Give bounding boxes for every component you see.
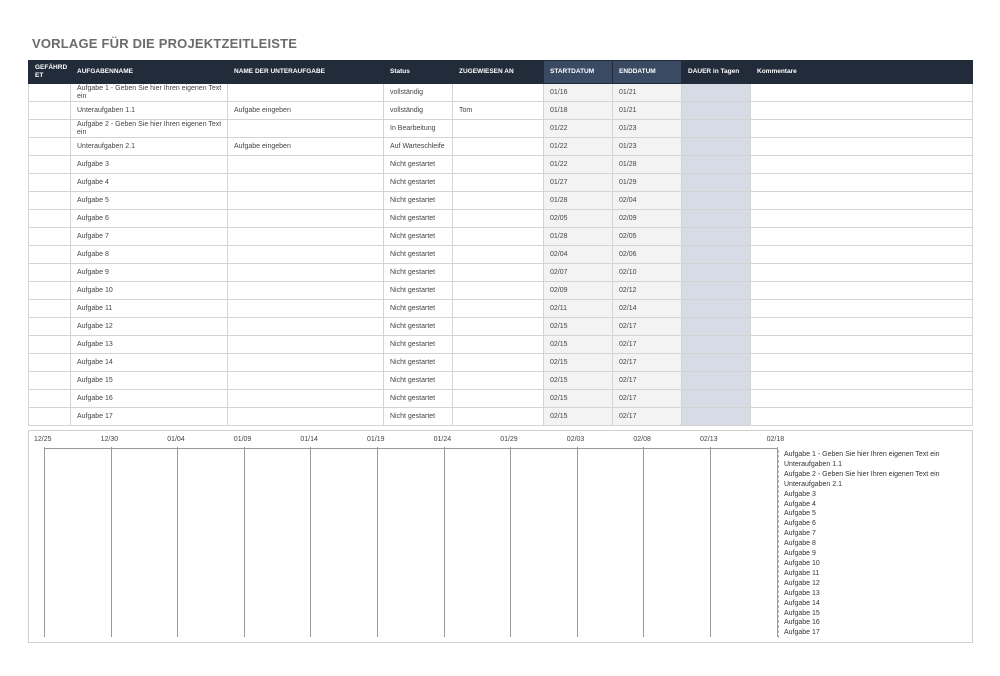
assigned-cell[interactable]: [453, 192, 544, 210]
timeline-gridline: [111, 447, 112, 637]
duration-cell[interactable]: [682, 246, 751, 264]
task-name-cell[interactable]: Unteraufgaben 2.1: [71, 138, 228, 156]
status-cell[interactable]: vollständig: [384, 102, 453, 120]
subtask-name-cell[interactable]: [228, 210, 384, 228]
legend-item: Aufgabe 9: [784, 550, 816, 558]
status-cell[interactable]: Nicht gestartet: [384, 282, 453, 300]
subtask-name-cell[interactable]: [228, 390, 384, 408]
assigned-cell[interactable]: [453, 300, 544, 318]
table-row: [29, 246, 973, 264]
end-date-cell[interactable]: 01/29: [613, 174, 682, 192]
comment-cell[interactable]: [751, 264, 973, 282]
table-row: [29, 264, 973, 282]
task-name-cell[interactable]: Aufgabe 12: [71, 318, 228, 336]
timeline-gridline: [177, 447, 178, 637]
risk-cell[interactable]: [29, 372, 71, 390]
legend-item: Aufgabe 7: [784, 530, 816, 538]
start-date-cell[interactable]: 02/15: [544, 354, 613, 372]
timeline-gridline: [377, 447, 378, 637]
status-cell[interactable]: Nicht gestartet: [384, 336, 453, 354]
assigned-cell[interactable]: [453, 174, 544, 192]
subtask-name-cell[interactable]: Aufgabe eingeben: [228, 102, 384, 120]
assigned-cell[interactable]: [453, 264, 544, 282]
subtask-name-cell[interactable]: [228, 228, 384, 246]
start-date-cell[interactable]: 01/22: [544, 120, 613, 138]
timeline-tick-label: 02/08: [633, 436, 651, 443]
table-row: [29, 336, 973, 354]
risk-cell[interactable]: [29, 210, 71, 228]
subtask-name-cell[interactable]: [228, 318, 384, 336]
task-name-cell[interactable]: Aufgabe 1 - Geben Sie hier Ihren eigenen Text ein: [71, 84, 228, 102]
start-date-cell[interactable]: 02/15: [544, 372, 613, 390]
timeline-gridline: [510, 447, 511, 637]
start-date-cell[interactable]: 01/16: [544, 84, 613, 102]
header-comments[interactable]: Kommentare: [751, 61, 973, 84]
status-cell[interactable]: Nicht gestartet: [384, 156, 453, 174]
timeline-legend: [778, 450, 974, 638]
table-header-row: [29, 61, 973, 84]
duration-cell[interactable]: [682, 228, 751, 246]
assigned-cell[interactable]: [453, 408, 544, 426]
risk-cell[interactable]: [29, 408, 71, 426]
status-cell[interactable]: Nicht gestartet: [384, 192, 453, 210]
timeline-gridline: [643, 447, 644, 637]
assigned-cell[interactable]: [453, 210, 544, 228]
comment-cell[interactable]: [751, 282, 973, 300]
risk-cell[interactable]: [29, 354, 71, 372]
legend-item: Aufgabe 16: [784, 619, 820, 627]
comment-cell[interactable]: [751, 300, 973, 318]
task-name-cell[interactable]: Aufgabe 10: [71, 282, 228, 300]
header-subtask-name[interactable]: NAME DER UNTERAUFGABE: [228, 61, 384, 84]
comment-cell[interactable]: [751, 318, 973, 336]
duration-cell[interactable]: [682, 210, 751, 228]
risk-cell[interactable]: [29, 390, 71, 408]
status-cell[interactable]: Nicht gestartet: [384, 354, 453, 372]
assigned-cell[interactable]: [453, 282, 544, 300]
subtask-name-cell[interactable]: [228, 120, 384, 138]
comment-cell[interactable]: [751, 408, 973, 426]
duration-cell[interactable]: [682, 174, 751, 192]
timeline-tick-label: 01/09: [233, 436, 252, 443]
end-date-cell[interactable]: 02/17: [613, 354, 682, 372]
risk-cell[interactable]: [29, 192, 71, 210]
end-date-cell[interactable]: 02/17: [613, 318, 682, 336]
end-date-cell[interactable]: 02/12: [613, 282, 682, 300]
comment-cell[interactable]: [751, 354, 973, 372]
task-name-cell[interactable]: Aufgabe 13: [71, 336, 228, 354]
subtask-name-cell[interactable]: [228, 84, 384, 102]
assigned-cell[interactable]: [453, 390, 544, 408]
duration-cell[interactable]: [682, 318, 751, 336]
legend-item: Aufgabe 13: [784, 589, 820, 597]
risk-cell[interactable]: [29, 336, 71, 354]
task-name-cell[interactable]: Aufgabe 8: [71, 246, 228, 264]
status-cell[interactable]: Nicht gestartet: [384, 210, 453, 228]
legend-item: Aufgabe 3: [784, 490, 816, 498]
table-row: [29, 210, 973, 228]
header-end-date[interactable]: ENDDATUM: [613, 61, 682, 84]
end-date-cell[interactable]: 01/23: [613, 138, 682, 156]
assigned-cell[interactable]: [453, 228, 544, 246]
subtask-name-cell[interactable]: [228, 192, 384, 210]
risk-cell[interactable]: [29, 282, 71, 300]
comment-cell[interactable]: [751, 102, 973, 120]
legend-item: Unteraufgaben 2.1: [784, 480, 842, 488]
status-cell[interactable]: Nicht gestartet: [384, 300, 453, 318]
table-row: [29, 192, 973, 210]
subtask-name-cell[interactable]: [228, 354, 384, 372]
table-row: [29, 174, 973, 192]
table-row: [29, 372, 973, 390]
start-date-cell[interactable]: 01/28: [544, 192, 613, 210]
table-row: [29, 84, 973, 102]
status-cell[interactable]: Nicht gestartet: [384, 174, 453, 192]
task-name-cell[interactable]: Aufgabe 9: [71, 264, 228, 282]
assigned-cell[interactable]: [453, 336, 544, 354]
assigned-cell[interactable]: [453, 246, 544, 264]
status-cell[interactable]: Auf Warteschleife: [384, 138, 453, 156]
start-date-cell[interactable]: 02/04: [544, 246, 613, 264]
start-date-cell[interactable]: 01/22: [544, 156, 613, 174]
end-date-cell[interactable]: 02/05: [613, 228, 682, 246]
table-row: [29, 354, 973, 372]
legend-item: Aufgabe 5: [784, 510, 816, 518]
start-date-cell[interactable]: 02/15: [544, 408, 613, 426]
task-name-cell[interactable]: Aufgabe 5: [71, 192, 228, 210]
subtask-name-cell[interactable]: [228, 246, 384, 264]
timeline-tick-label: 01/24: [433, 436, 452, 443]
subtask-name-cell[interactable]: [228, 264, 384, 282]
status-cell[interactable]: Nicht gestartet: [384, 318, 453, 336]
comment-cell[interactable]: [751, 228, 973, 246]
status-cell[interactable]: Nicht gestartet: [384, 264, 453, 282]
comment-cell[interactable]: [751, 210, 973, 228]
table-row: [29, 390, 973, 408]
legend-item: Aufgabe 6: [784, 520, 816, 528]
end-date-cell[interactable]: 01/28: [613, 156, 682, 174]
comment-cell[interactable]: [751, 120, 973, 138]
subtask-name-cell[interactable]: [228, 156, 384, 174]
task-name-cell[interactable]: Unteraufgaben 1.1: [71, 102, 228, 120]
end-date-cell[interactable]: 02/14: [613, 300, 682, 318]
table-row: [29, 318, 973, 336]
comment-cell[interactable]: [751, 174, 973, 192]
status-cell[interactable]: Nicht gestartet: [384, 408, 453, 426]
start-date-cell[interactable]: 02/15: [544, 390, 613, 408]
assigned-cell[interactable]: [453, 84, 544, 102]
subtask-name-cell[interactable]: [228, 372, 384, 390]
comment-cell[interactable]: [751, 84, 973, 102]
risk-cell[interactable]: [29, 228, 71, 246]
header-duration[interactable]: DAUER in Tagen: [682, 61, 751, 84]
status-cell[interactable]: vollständig: [384, 84, 453, 102]
legend-item: Aufgabe 12: [784, 579, 820, 587]
header-task-name[interactable]: AUFGABENNAME: [71, 61, 228, 84]
header-risk[interactable]: GEFÄHRD ET: [29, 61, 71, 84]
duration-cell[interactable]: [682, 390, 751, 408]
end-date-cell[interactable]: 02/10: [613, 264, 682, 282]
table-row: [29, 138, 973, 156]
timeline-gridline: [710, 447, 711, 637]
legend-item: Aufgabe 14: [784, 599, 820, 607]
end-date-cell[interactable]: 02/17: [613, 408, 682, 426]
risk-cell[interactable]: [29, 264, 71, 282]
header-status[interactable]: Status: [384, 61, 453, 84]
table-row: [29, 156, 973, 174]
start-date-cell[interactable]: 02/07: [544, 264, 613, 282]
end-date-cell[interactable]: 02/17: [613, 336, 682, 354]
timeline-tick-label: 02/03: [566, 436, 585, 443]
start-date-cell[interactable]: 02/15: [544, 318, 613, 336]
table-row: [29, 102, 973, 120]
duration-cell[interactable]: [682, 282, 751, 300]
comment-cell[interactable]: [751, 156, 973, 174]
risk-cell[interactable]: [29, 156, 71, 174]
task-name-cell[interactable]: Aufgabe 15: [71, 372, 228, 390]
timeline-gridline: [577, 447, 578, 637]
comment-cell[interactable]: [751, 246, 973, 264]
task-name-cell[interactable]: Aufgabe 7: [71, 228, 228, 246]
assigned-cell[interactable]: [453, 372, 544, 390]
timeline-tick-label: 01/04: [167, 436, 185, 443]
task-name-cell[interactable]: Aufgabe 2 - Geben Sie hier Ihren eigenen Text ein: [71, 120, 228, 138]
table-row: [29, 282, 973, 300]
start-date-cell[interactable]: 02/15: [544, 336, 613, 354]
duration-cell[interactable]: [682, 156, 751, 174]
start-date-cell[interactable]: 02/11: [544, 300, 613, 318]
timeline-tick-label: 01/14: [300, 436, 318, 443]
legend-item: Unteraufgaben 1.1: [784, 460, 842, 468]
risk-cell[interactable]: [29, 300, 71, 318]
assigned-cell[interactable]: [453, 156, 544, 174]
timeline-gridline: [310, 447, 311, 637]
task-name-cell[interactable]: Aufgabe 3: [71, 156, 228, 174]
duration-cell[interactable]: [682, 264, 751, 282]
header-start-date[interactable]: STARTDATUM: [544, 61, 613, 84]
table-row: [29, 408, 973, 426]
start-date-cell[interactable]: 02/09: [544, 282, 613, 300]
status-cell[interactable]: Nicht gestartet: [384, 228, 453, 246]
end-date-cell[interactable]: 01/21: [613, 84, 682, 102]
subtask-name-cell[interactable]: [228, 174, 384, 192]
assigned-cell[interactable]: [453, 354, 544, 372]
table-row: [29, 300, 973, 318]
end-date-cell[interactable]: 01/23: [613, 120, 682, 138]
subtask-name-cell[interactable]: [228, 336, 384, 354]
end-date-cell[interactable]: 01/21: [613, 102, 682, 120]
comment-cell[interactable]: [751, 372, 973, 390]
assigned-cell[interactable]: [453, 318, 544, 336]
duration-cell[interactable]: [682, 336, 751, 354]
comment-cell[interactable]: [751, 192, 973, 210]
task-name-cell[interactable]: Aufgabe 6: [71, 210, 228, 228]
legend-item: Aufgabe 4: [784, 500, 816, 508]
timeline-axis: [44, 448, 778, 449]
legend-item: Aufgabe 11: [784, 569, 820, 577]
risk-cell[interactable]: [29, 120, 71, 138]
duration-cell[interactable]: [682, 84, 751, 102]
duration-cell[interactable]: [682, 300, 751, 318]
assigned-cell[interactable]: [453, 138, 544, 156]
duration-cell[interactable]: [682, 120, 751, 138]
start-date-cell[interactable]: 01/22: [544, 138, 613, 156]
risk-cell[interactable]: [29, 102, 71, 120]
start-date-cell[interactable]: 01/27: [544, 174, 613, 192]
header-assigned-to[interactable]: ZUGEWIESEN AN: [453, 61, 544, 84]
table-row: [29, 120, 973, 138]
end-date-cell[interactable]: 02/17: [613, 390, 682, 408]
start-date-cell[interactable]: 02/05: [544, 210, 613, 228]
task-name-cell[interactable]: Aufgabe 11: [71, 300, 228, 318]
legend-item: Aufgabe 15: [784, 609, 820, 617]
subtask-name-cell[interactable]: [228, 408, 384, 426]
task-name-cell[interactable]: Aufgabe 4: [71, 174, 228, 192]
risk-cell[interactable]: [29, 246, 71, 264]
timeline-tick-label: 12/25: [34, 436, 52, 443]
timeline-gridline: [444, 447, 445, 637]
timeline-gridline: [244, 447, 245, 637]
comment-cell[interactable]: [751, 390, 973, 408]
status-cell[interactable]: Nicht gestartet: [384, 372, 453, 390]
timeline-tick-label: 12/30: [100, 436, 119, 443]
duration-cell[interactable]: [682, 192, 751, 210]
comment-cell[interactable]: [751, 336, 973, 354]
status-cell[interactable]: Nicht gestartet: [384, 390, 453, 408]
subtask-name-cell[interactable]: [228, 282, 384, 300]
timeline-gridline: [44, 447, 45, 637]
timeline-tick-label: 01/29: [500, 436, 518, 443]
task-name-cell[interactable]: Aufgabe 17: [71, 408, 228, 426]
end-date-cell[interactable]: 02/06: [613, 246, 682, 264]
subtask-name-cell[interactable]: Aufgabe eingeben: [228, 138, 384, 156]
legend-item: Aufgabe 17: [784, 629, 820, 637]
risk-cell[interactable]: [29, 318, 71, 336]
legend-item: Aufgabe 10: [784, 559, 820, 567]
duration-cell[interactable]: [682, 138, 751, 156]
assigned-cell[interactable]: [453, 120, 544, 138]
table-row: [29, 228, 973, 246]
risk-cell[interactable]: [29, 84, 71, 102]
duration-cell[interactable]: [682, 354, 751, 372]
start-date-cell[interactable]: 01/18: [544, 102, 613, 120]
end-date-cell[interactable]: 02/09: [613, 210, 682, 228]
end-date-cell[interactable]: 02/04: [613, 192, 682, 210]
end-date-cell[interactable]: 02/17: [613, 372, 682, 390]
task-name-cell[interactable]: Aufgabe 16: [71, 390, 228, 408]
comment-cell[interactable]: [751, 138, 973, 156]
timeline-tick-label: 01/19: [367, 436, 385, 443]
duration-cell[interactable]: [682, 102, 751, 120]
legend-item: Aufgabe 1 - Geben Sie hier Ihren eigenen Text ein: [784, 451, 940, 458]
duration-cell[interactable]: [682, 372, 751, 390]
status-cell[interactable]: In Bearbeitung: [384, 120, 453, 138]
status-cell[interactable]: Nicht gestartet: [384, 246, 453, 264]
page-title: VORLAGE FÜR DIE PROJEKTZEITLEISTE: [32, 36, 298, 51]
task-name-cell[interactable]: Aufgabe 14: [71, 354, 228, 372]
duration-cell[interactable]: [682, 408, 751, 426]
timeline-tick-label: 02/13: [700, 436, 718, 443]
risk-cell[interactable]: [29, 138, 71, 156]
assigned-cell[interactable]: Tom: [453, 102, 544, 120]
risk-cell[interactable]: [29, 174, 71, 192]
subtask-name-cell[interactable]: [228, 300, 384, 318]
timeline-tick-label: 02/18: [766, 436, 785, 443]
legend-item: Aufgabe 2 - Geben Sie hier Ihren eigenen Text ein: [784, 470, 940, 478]
start-date-cell[interactable]: 01/28: [544, 228, 613, 246]
legend-item: Aufgabe 8: [784, 540, 816, 548]
timeline-table: [28, 60, 973, 426]
